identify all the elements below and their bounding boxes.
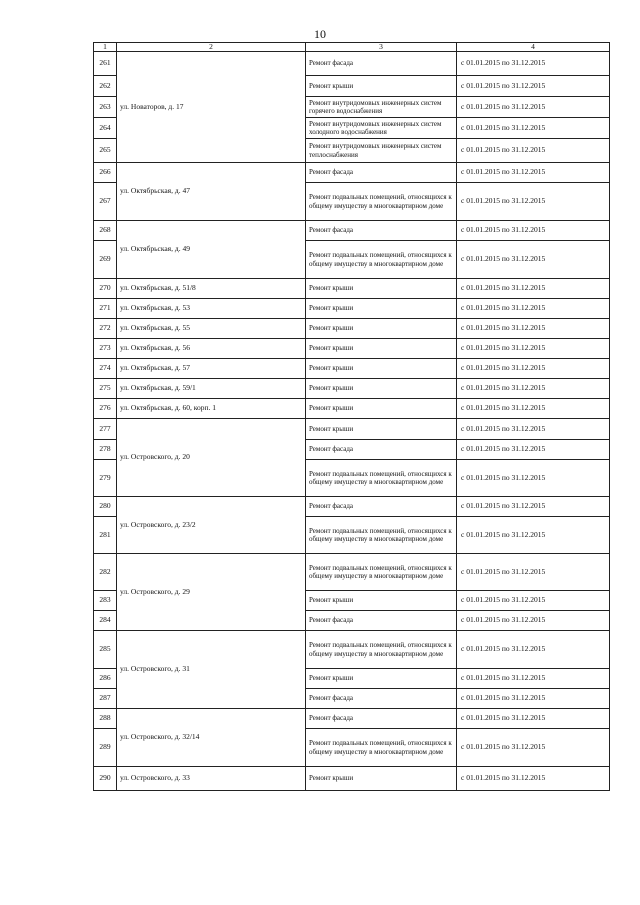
work-type-cell: Ремонт крыши [306,319,457,339]
period-cell: с 01.01.2015 по 31.12.2015 [457,767,610,791]
row-number: 283 [94,591,117,611]
work-type-cell: Ремонт фасада [306,52,457,76]
work-type-cell: Ремонт крыши [306,399,457,419]
table-row [94,379,610,399]
address-cell: ул. Октябрьская, д. 55 [117,319,306,339]
row-number: 277 [94,419,117,440]
period-cell: с 01.01.2015 по 31.12.2015 [457,97,610,118]
row-number: 264 [94,118,117,139]
table-row [94,221,610,241]
row-number: 289 [94,729,117,767]
work-type-cell: Ремонт фасада [306,221,457,241]
address-cell: ул. Островского, д. 33 [117,767,306,791]
row-number: 275 [94,379,117,399]
period-cell: с 01.01.2015 по 31.12.2015 [457,554,610,591]
table-row [94,497,610,517]
period-cell: с 01.01.2015 по 31.12.2015 [457,440,610,460]
period-cell: с 01.01.2015 по 31.12.2015 [457,183,610,221]
period-cell: с 01.01.2015 по 31.12.2015 [457,241,610,279]
work-type-cell: Ремонт внутридомовых инженерных систем горячего водоснабжения [306,97,457,118]
row-number: 261 [94,52,117,76]
table-row [94,709,610,729]
work-type-cell: Ремонт крыши [306,279,457,299]
work-type-cell: Ремонт крыши [306,591,457,611]
work-type-cell: Ремонт фасада [306,163,457,183]
address-cell: ул. Октябрьская, д. 56 [117,339,306,359]
work-type-cell: Ремонт фасада [306,440,457,460]
work-type-cell: Ремонт внутридомовых инженерных систем теплоснабжения [306,139,457,163]
header-col-1: 1 [94,43,117,52]
row-number: 285 [94,631,117,669]
row-number: 269 [94,241,117,279]
period-cell: с 01.01.2015 по 31.12.2015 [457,118,610,139]
row-number: 266 [94,163,117,183]
work-type-cell: Ремонт крыши [306,339,457,359]
page-number: 10 [314,27,326,41]
work-type-cell: Ремонт крыши [306,379,457,399]
table-row [94,299,610,319]
address-cell: ул. Октябрьская, д. 60, корп. 1 [117,399,306,419]
address-cell: ул. Октябрьская, д. 47 [117,163,306,221]
row-number: 290 [94,767,117,791]
header-col-4: 4 [457,43,610,52]
work-type-cell: Ремонт крыши [306,359,457,379]
work-type-cell: Ремонт фасада [306,709,457,729]
period-cell: с 01.01.2015 по 31.12.2015 [457,669,610,689]
row-number: 287 [94,689,117,709]
period-cell: с 01.01.2015 по 31.12.2015 [457,419,610,440]
row-number: 263 [94,97,117,118]
table-row [94,319,610,339]
row-number: 273 [94,339,117,359]
work-type-cell: Ремонт подвальных помещений, относящихся к общему имуществу в многоквартирном доме [306,460,457,497]
table-row [94,52,610,76]
row-number: 280 [94,497,117,517]
period-cell: с 01.01.2015 по 31.12.2015 [457,689,610,709]
period-cell: с 01.01.2015 по 31.12.2015 [457,517,610,554]
period-cell: с 01.01.2015 по 31.12.2015 [457,497,610,517]
address-cell: ул. Островского, д. 23/2 [117,497,306,554]
repair-schedule-table [93,42,610,791]
period-cell: с 01.01.2015 по 31.12.2015 [457,163,610,183]
row-number: 288 [94,709,117,729]
period-cell: с 01.01.2015 по 31.12.2015 [457,339,610,359]
work-type-cell: Ремонт крыши [306,767,457,791]
row-number: 279 [94,460,117,497]
period-cell: с 01.01.2015 по 31.12.2015 [457,591,610,611]
work-type-cell: Ремонт крыши [306,669,457,689]
work-type-cell: Ремонт подвальных помещений, относящихся к общему имуществу в многоквартирном доме [306,241,457,279]
address-cell: ул. Октябрьская, д. 53 [117,299,306,319]
work-type-cell: Ремонт фасада [306,497,457,517]
table-row [94,554,610,591]
table-row [94,399,610,419]
table-row [94,419,610,440]
row-number: 272 [94,319,117,339]
period-cell: с 01.01.2015 по 31.12.2015 [457,460,610,497]
period-cell: с 01.01.2015 по 31.12.2015 [457,319,610,339]
address-cell: ул. Новаторов, д. 17 [117,52,306,163]
table-row [94,163,610,183]
period-cell: с 01.01.2015 по 31.12.2015 [457,279,610,299]
work-type-cell: Ремонт подвальных помещений, относящихся к общему имуществу в многоквартирном доме [306,183,457,221]
row-number: 274 [94,359,117,379]
row-number: 282 [94,554,117,591]
address-cell: ул. Октябрьская, д. 51/8 [117,279,306,299]
period-cell: с 01.01.2015 по 31.12.2015 [457,399,610,419]
period-cell: с 01.01.2015 по 31.12.2015 [457,221,610,241]
work-type-cell: Ремонт фасада [306,611,457,631]
table-row [94,631,610,669]
table-row [94,279,610,299]
address-cell: ул. Островского, д. 20 [117,419,306,497]
table-row [94,767,610,791]
address-cell: ул. Островского, д. 31 [117,631,306,709]
header-col-2: 2 [117,43,306,52]
work-type-cell: Ремонт подвальных помещений, относящихся к общему имуществу в многоквартирном доме [306,517,457,554]
row-number: 268 [94,221,117,241]
row-number: 265 [94,139,117,163]
period-cell: с 01.01.2015 по 31.12.2015 [457,729,610,767]
row-number: 286 [94,669,117,689]
row-number: 276 [94,399,117,419]
period-cell: с 01.01.2015 по 31.12.2015 [457,709,610,729]
address-cell: ул. Октябрьская, д. 57 [117,359,306,379]
row-number: 262 [94,76,117,97]
address-cell: ул. Островского, д. 29 [117,554,306,631]
table-row [94,359,610,379]
period-cell: с 01.01.2015 по 31.12.2015 [457,76,610,97]
period-cell: с 01.01.2015 по 31.12.2015 [457,611,610,631]
row-number: 270 [94,279,117,299]
row-number: 284 [94,611,117,631]
row-number: 267 [94,183,117,221]
period-cell: с 01.01.2015 по 31.12.2015 [457,359,610,379]
header-col-3: 3 [306,43,457,52]
row-number: 281 [94,517,117,554]
work-type-cell: Ремонт фасада [306,689,457,709]
address-cell: ул. Октябрьская, д. 59/1 [117,379,306,399]
address-cell: ул. Островского, д. 32/14 [117,709,306,767]
row-number: 278 [94,440,117,460]
period-cell: с 01.01.2015 по 31.12.2015 [457,299,610,319]
period-cell: с 01.01.2015 по 31.12.2015 [457,379,610,399]
table-row [94,339,610,359]
row-number: 271 [94,299,117,319]
period-cell: с 01.01.2015 по 31.12.2015 [457,52,610,76]
work-type-cell: Ремонт крыши [306,419,457,440]
work-type-cell: Ремонт подвальных помещений, относящихся к общему имуществу в многоквартирном доме [306,554,457,591]
period-cell: с 01.01.2015 по 31.12.2015 [457,139,610,163]
address-cell: ул. Октябрьская, д. 49 [117,221,306,279]
work-type-cell: Ремонт крыши [306,299,457,319]
header-row [94,43,610,52]
work-type-cell: Ремонт внутридомовых инженерных систем холодного водоснабжения [306,118,457,139]
work-type-cell: Ремонт подвальных помещений, относящихся к общему имуществу в многоквартирном доме [306,631,457,669]
work-type-cell: Ремонт крыши [306,76,457,97]
period-cell: с 01.01.2015 по 31.12.2015 [457,631,610,669]
work-type-cell: Ремонт подвальных помещений, относящихся к общему имуществу в многоквартирном доме [306,729,457,767]
